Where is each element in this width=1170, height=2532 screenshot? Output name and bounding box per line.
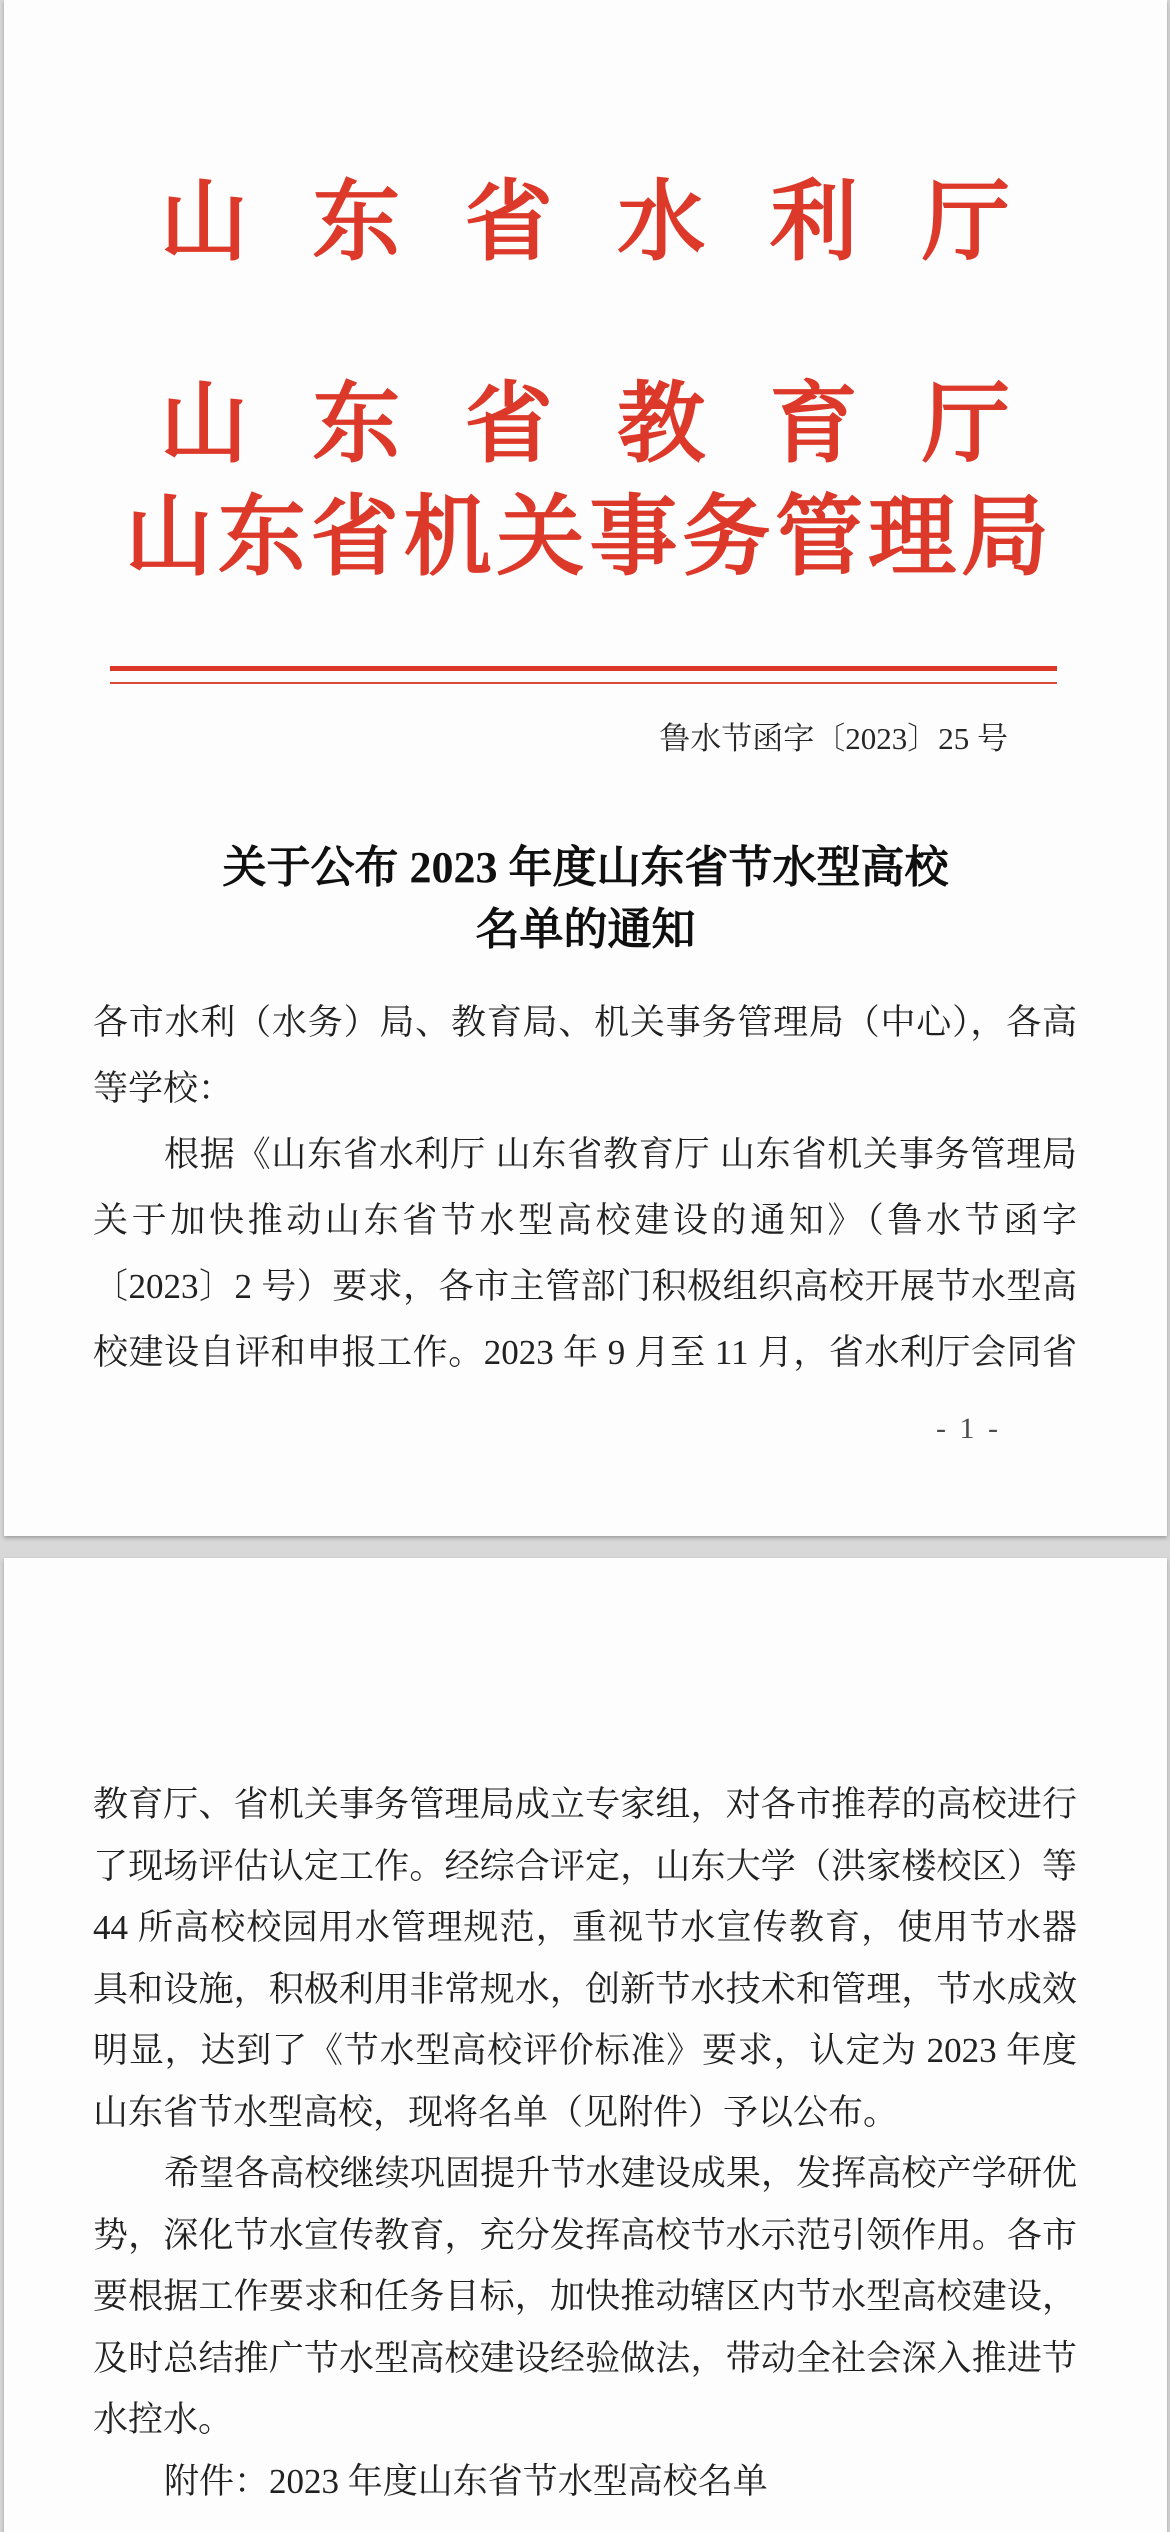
document-page-1 [4,0,1167,1536]
body-line: 要根据工作要求和任务目标，加快推动辖区内节水型高校建设， [93,2277,1077,2316]
document-page-2 [4,1558,1167,2532]
body-line: 各市水利（水务）局、教育局、机关事务管理局（中心），各高 [93,1003,1077,1042]
body-line: 根据《山东省水利厅 山东省教育厅 山东省机关事务管理局 [164,1135,1077,1174]
body-line: 等学校： [93,1069,234,1108]
body-line: 水控水。 [93,2400,234,2439]
body-line: 山东省节水型高校，现将名单（见附件）予以公布。 [93,2092,899,2132]
page-2-body [93,1774,1077,2512]
body-line: 44 所高校校园用水管理规范，重视节水宣传教育，使用节水器 [93,1908,1077,1947]
attachment-line: 附件：2023 年度山东省节水型高校名单 [164,2461,768,2501]
body-line: 校建设自评和申报工作。2023 年 9 月至 11 月，省水利厅会同省 [93,1333,1077,1372]
agency-name-line-1: 山东省水利厅 [160,175,1010,272]
letterhead-double-rule [110,666,1057,684]
notice-title-line-1: 关于公布 2023 年度山东省节水型高校 [222,843,949,892]
rule-thin [110,682,1057,684]
page-1-body [93,990,1077,1386]
body-line: 教育厅、省机关事务管理局成立专家组，对各市推荐的高校进行 [93,1785,1077,1824]
page-number: - 1 - [936,1412,1001,1445]
body-line: 关于加快推动山东省节水型高校建设的通知》（鲁水节函字 [93,1201,1077,1240]
body-line: 希望各高校继续巩固提升节水建设成果，发挥高校产学研优 [164,2154,1077,2193]
body-line: 〔2023〕2 号）要求，各市主管部门积极组织高校开展节水型高 [93,1267,1077,1306]
notice-title-line-2: 名单的通知 [475,905,696,954]
body-line: 具和设施，积极利用非常规水，创新节水技术和管理，节水成效 [93,1969,1077,2009]
body-line: 了现场评估认定工作。经综合评定，山东大学（洪家楼校区）等 [93,1846,1077,1886]
body-line: 势，深化节水宣传教育，充分发挥高校节水示范引领作用。各市 [93,2215,1077,2255]
agency-name-line-3: 山东省机关事务管理局 [125,490,1049,587]
body-line: 及时总结推广节水型高校建设经验做法，带动全社会深入推进节 [93,2338,1077,2378]
body-line: 明显，达到了《节水型高校评价标准》要求，认定为 2023 年度 [93,2031,1077,2070]
agency-name-line-2: 山东省教育厅 [160,377,1010,474]
document-number: 鲁水节函字〔2023〕25 号 [659,721,1008,756]
